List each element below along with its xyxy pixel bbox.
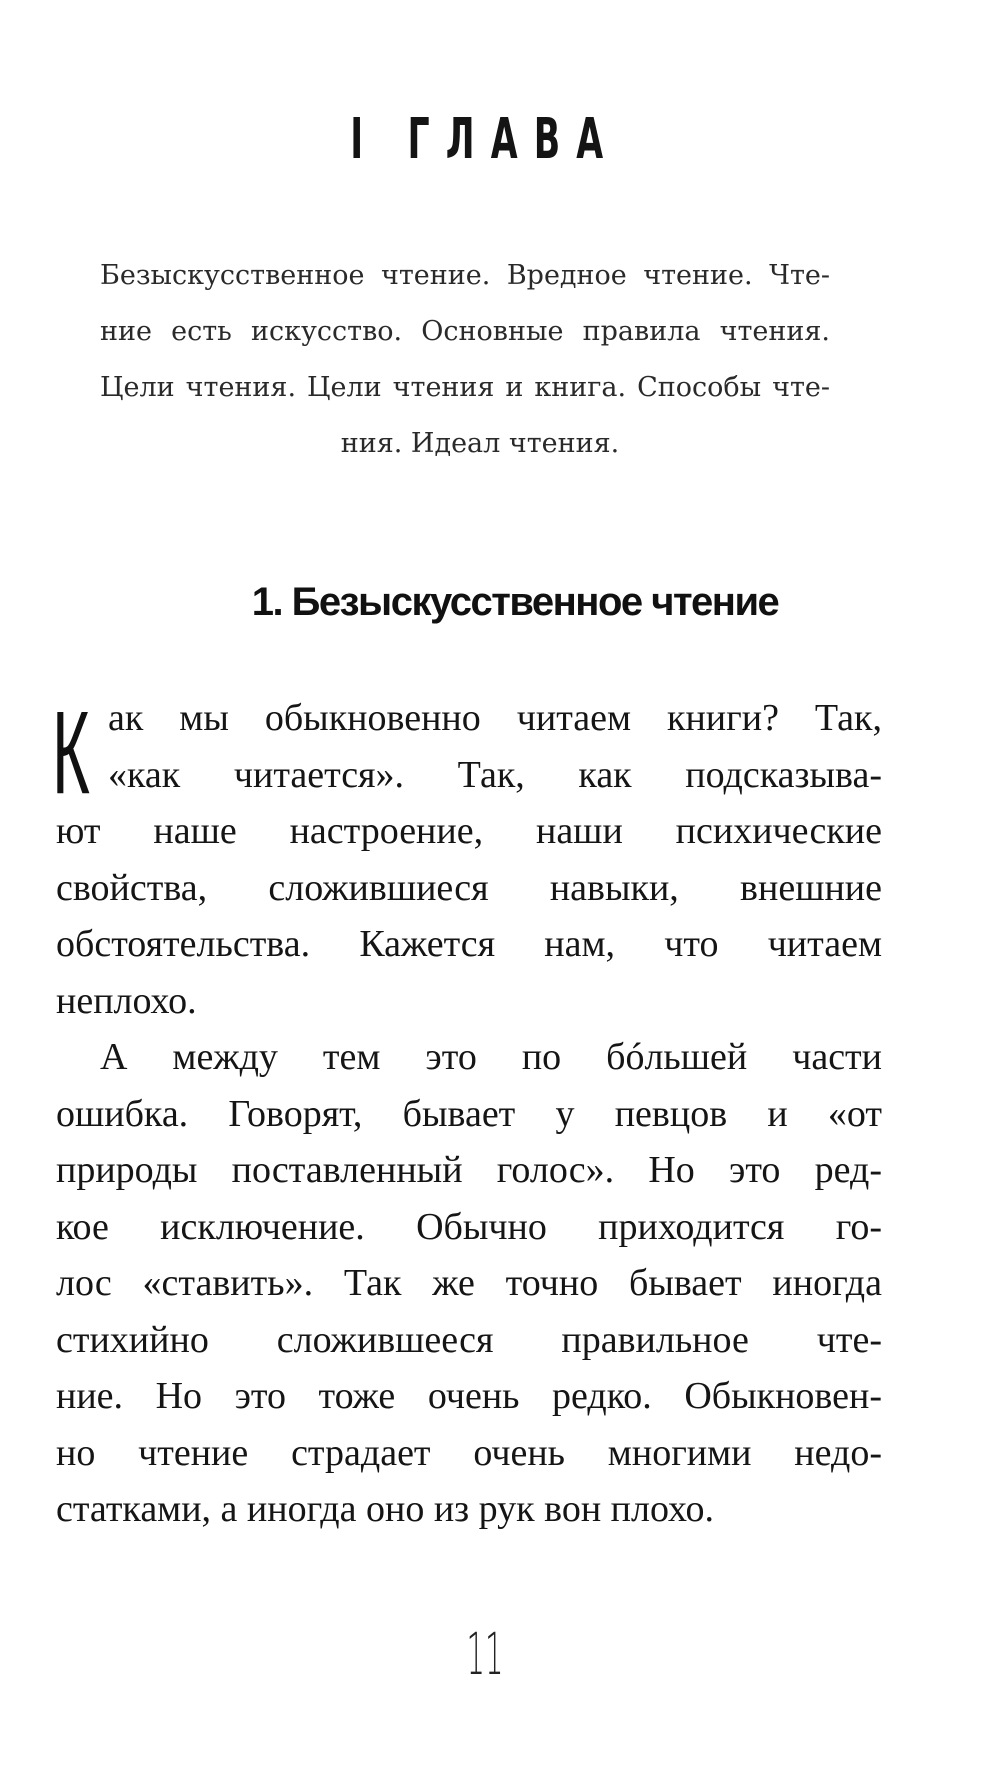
body-line: неплохо. xyxy=(56,979,197,1022)
body-line: стихийно сложившееся правильное чте- xyxy=(56,1318,882,1361)
summary-line: Цели чтения. Цели чтения и книга. Способы чте- xyxy=(100,372,830,403)
body-line: статками, а иногда оно из рук вон плохо. xyxy=(56,1488,715,1530)
body-text xyxy=(56,690,882,1538)
body-line: лос «ставить». Так же точно бывает иногда xyxy=(56,1262,882,1304)
section-heading: 1. Безыскусственное чтение xyxy=(251,580,779,624)
summary-line: ния. Идеал чтения. xyxy=(340,428,620,459)
body-line: природы поставленный голос». Но это ред- xyxy=(56,1149,882,1191)
body-line: кое исключение. Обычно приходится го- xyxy=(56,1205,882,1248)
summary-line: Безыскусственное чтение. Вредное чтение. Чте- xyxy=(100,260,830,291)
body-line: ние. Но это тоже очень редко. Обыкновен- xyxy=(56,1375,882,1417)
body-line: ют наше настроение, наши психические xyxy=(56,810,882,852)
chapter-summary xyxy=(100,248,830,472)
body-line: обстоятельства. Кажется нам, что читаем xyxy=(56,923,882,965)
page-number: 11 xyxy=(466,1620,504,1688)
summary-line: ние есть искусство. Основные правила чтения. xyxy=(100,316,830,347)
body-line: А между тем это по бóльшей части xyxy=(100,1036,882,1078)
chapter-title: I ГЛАВА xyxy=(350,107,620,172)
body-line: свойства, сложившиеся навыки, внешние xyxy=(56,866,882,909)
body-line: ак мы обыкновенно читаем книги? Так, xyxy=(108,697,882,739)
body-line: «как читается». Так, как подсказыва- xyxy=(108,753,882,796)
body-line: но чтение страдает очень многими недо- xyxy=(56,1431,882,1474)
drop-cap: К xyxy=(52,687,90,819)
body-line: ошибка. Говорят, бывает у певцов и «от xyxy=(56,1092,882,1135)
